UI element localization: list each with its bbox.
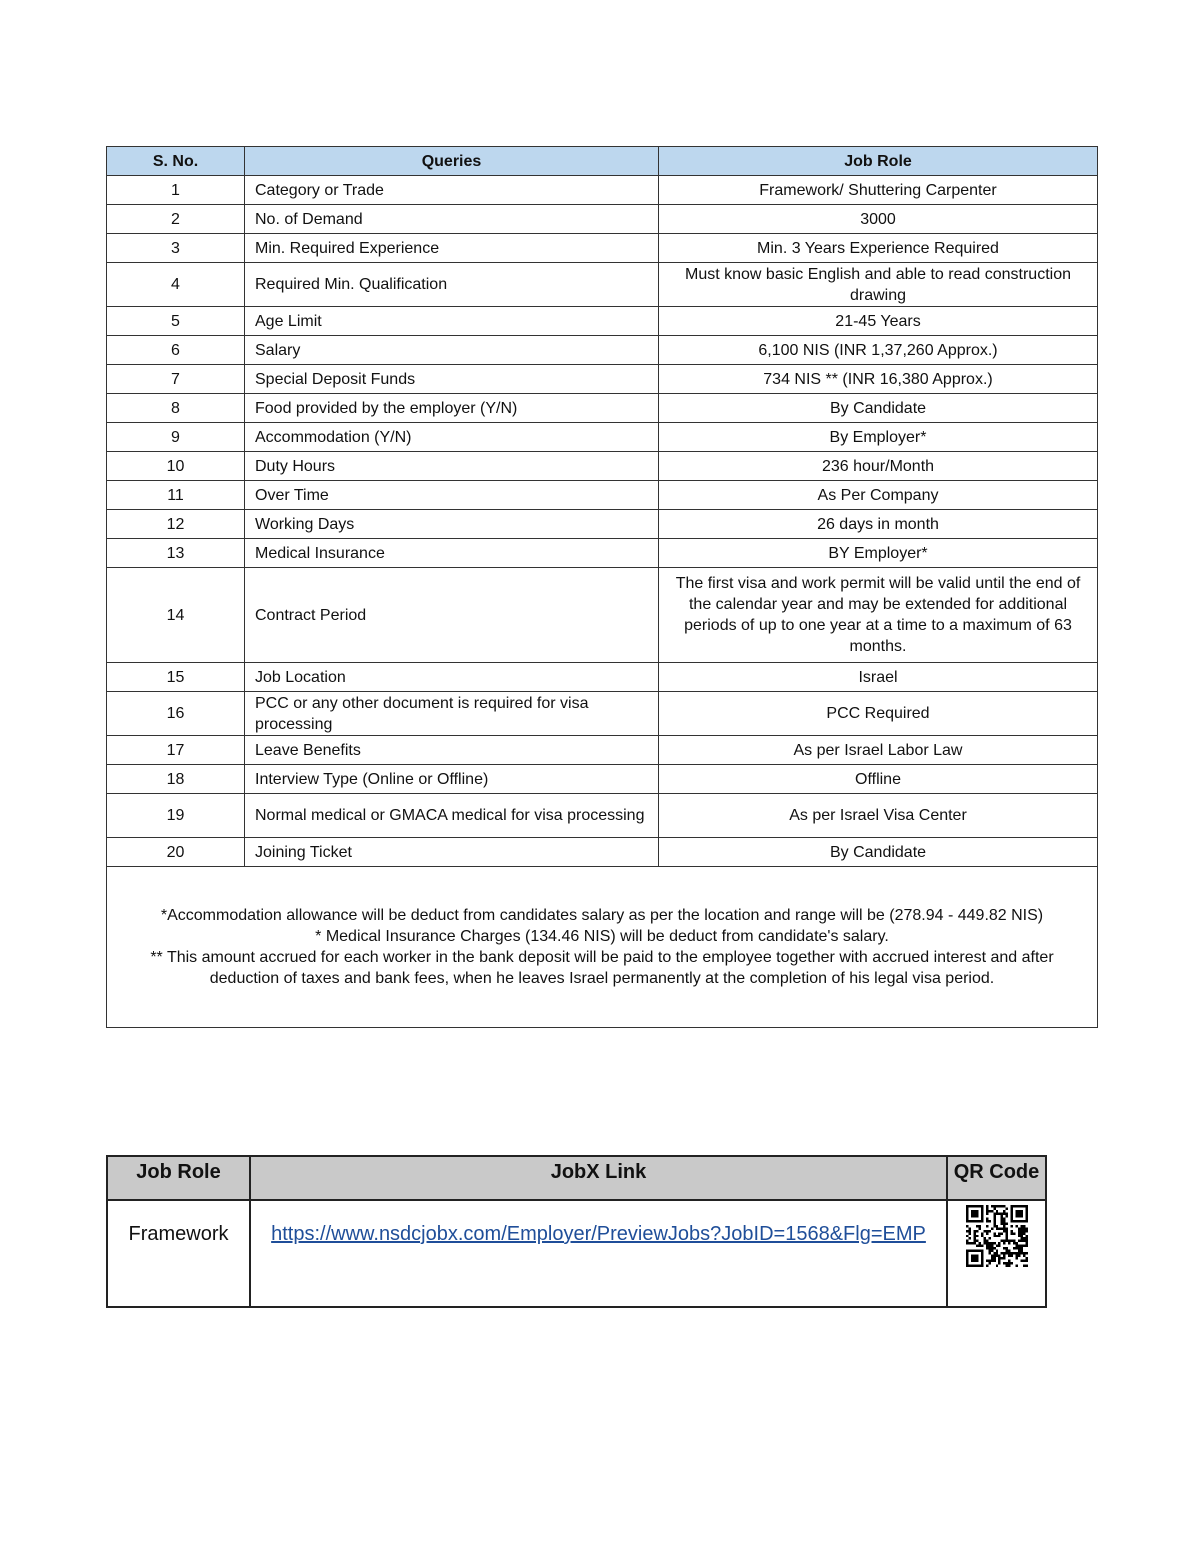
query-cell: Age Limit <box>245 307 659 336</box>
sno-cell: 20 <box>107 838 245 867</box>
qr-code-icon <box>966 1205 1028 1267</box>
sno-cell: 5 <box>107 307 245 336</box>
table-row <box>107 307 1098 336</box>
table-row <box>107 765 1098 794</box>
notes-cell <box>107 867 1098 1028</box>
role-cell: 6,100 NIS (INR 1,37,260 Approx.) <box>659 336 1098 365</box>
query-cell: Job Location <box>245 663 659 692</box>
role-cell: The first visa and work permit will be valid until the end of the calendar year and may be extended for additional periods of up to one year at a time to a maximum of 63 months. <box>659 568 1098 663</box>
role-cell: BY Employer* <box>659 539 1098 568</box>
table-row <box>107 736 1098 765</box>
link-header-row <box>107 1156 1046 1200</box>
jobx-link[interactable]: https://www.nsdcjobx.com/Employer/PreviewJobs?JobID=1568&Flg=EMP <box>271 1223 926 1245</box>
role-cell: PCC Required <box>659 692 1098 736</box>
header-qr-code: QR Code <box>947 1156 1046 1200</box>
role-cell: 3000 <box>659 205 1098 234</box>
note-medical-insurance: * Medical Insurance Charges (134.46 NIS) will be deduct from candidate's salary. <box>315 928 889 945</box>
note-accommodation: *Accommodation allowance will be deduct from candidates salary as per the location and range will be (278.94 - 449.82 NIS) <box>160 907 1044 924</box>
role-cell: Framework/ Shuttering Carpenter <box>659 176 1098 205</box>
query-cell: Interview Type (Online or Offline) <box>245 765 659 794</box>
role-cell: 26 days in month <box>659 510 1098 539</box>
query-cell: Min. Required Experience <box>245 234 659 263</box>
role-cell: As per Israel Labor Law <box>659 736 1098 765</box>
table-row <box>107 452 1098 481</box>
sno-cell: 13 <box>107 539 245 568</box>
link-row <box>107 1200 1046 1307</box>
query-cell: Food provided by the employer (Y/N) <box>245 394 659 423</box>
table-row <box>107 539 1098 568</box>
header-sno: S. No. <box>107 147 245 176</box>
notes-row <box>107 867 1098 1028</box>
query-cell: Medical Insurance <box>245 539 659 568</box>
query-cell: Duty Hours <box>245 452 659 481</box>
role-cell: 734 NIS ** (INR 16,380 Approx.) <box>659 365 1098 394</box>
query-cell: Working Days <box>245 510 659 539</box>
query-cell: Joining Ticket <box>245 838 659 867</box>
table-row <box>107 510 1098 539</box>
query-cell: Special Deposit Funds <box>245 365 659 394</box>
sno-cell: 8 <box>107 394 245 423</box>
sno-cell: 6 <box>107 336 245 365</box>
query-cell: Normal medical or GMACA medical for visa processing <box>245 794 659 838</box>
jobx-link-cell <box>250 1200 947 1307</box>
header-job-role: Job Role <box>659 147 1098 176</box>
sno-cell: 19 <box>107 794 245 838</box>
query-cell: Accommodation (Y/N) <box>245 423 659 452</box>
table-row <box>107 838 1098 867</box>
role-cell: By Candidate <box>659 838 1098 867</box>
note-deposit: ** This amount accrued for each worker in the bank deposit will be paid to the employee together with accrued interest and after deduction of taxes and bank fees, when he leaves Israel permanently at the completion of his legal visa period. <box>150 949 1054 987</box>
role-cell: By Candidate <box>659 394 1098 423</box>
table-row <box>107 423 1098 452</box>
query-cell: Category or Trade <box>245 176 659 205</box>
sno-cell: 12 <box>107 510 245 539</box>
query-cell: Over Time <box>245 481 659 510</box>
table-row <box>107 394 1098 423</box>
table-row <box>107 692 1098 736</box>
table-row <box>107 568 1098 663</box>
header-jobx-link: JobX Link <box>250 1156 947 1200</box>
query-cell: Salary <box>245 336 659 365</box>
sno-cell: 16 <box>107 692 245 736</box>
query-cell: Required Min. Qualification <box>245 263 659 307</box>
sno-cell: 14 <box>107 568 245 663</box>
sno-cell: 9 <box>107 423 245 452</box>
role-cell: Offline <box>659 765 1098 794</box>
table-row <box>107 481 1098 510</box>
sno-cell: 17 <box>107 736 245 765</box>
sno-cell: 11 <box>107 481 245 510</box>
table-row <box>107 234 1098 263</box>
sno-cell: 2 <box>107 205 245 234</box>
table-header-row <box>107 147 1098 176</box>
jobx-link-table <box>106 1155 1047 1308</box>
role-cell: As Per Company <box>659 481 1098 510</box>
role-cell: As per Israel Visa Center <box>659 794 1098 838</box>
sno-cell: 15 <box>107 663 245 692</box>
header-job-role: Job Role <box>107 1156 250 1200</box>
table-row <box>107 205 1098 234</box>
table-row <box>107 263 1098 307</box>
job-details-table <box>106 146 1098 1028</box>
role-cell: By Employer* <box>659 423 1098 452</box>
role-cell: Min. 3 Years Experience Required <box>659 234 1098 263</box>
query-cell: Leave Benefits <box>245 736 659 765</box>
qr-code-cell <box>947 1200 1046 1307</box>
header-queries: Queries <box>245 147 659 176</box>
table-row <box>107 365 1098 394</box>
sno-cell: 4 <box>107 263 245 307</box>
table-row <box>107 794 1098 838</box>
query-cell: PCC or any other document is required for visa processing <box>245 692 659 736</box>
sno-cell: 18 <box>107 765 245 794</box>
table-row <box>107 336 1098 365</box>
table-row <box>107 663 1098 692</box>
role-cell: Israel <box>659 663 1098 692</box>
sno-cell: 1 <box>107 176 245 205</box>
sno-cell: 10 <box>107 452 245 481</box>
sno-cell: 7 <box>107 365 245 394</box>
query-cell: Contract Period <box>245 568 659 663</box>
sno-cell: 3 <box>107 234 245 263</box>
role-cell: 236 hour/Month <box>659 452 1098 481</box>
table-row <box>107 176 1098 205</box>
query-cell: No. of Demand <box>245 205 659 234</box>
role-cell: 21-45 Years <box>659 307 1098 336</box>
job-role-cell: Framework <box>107 1200 250 1307</box>
role-cell: Must know basic English and able to read construction drawing <box>659 263 1098 307</box>
